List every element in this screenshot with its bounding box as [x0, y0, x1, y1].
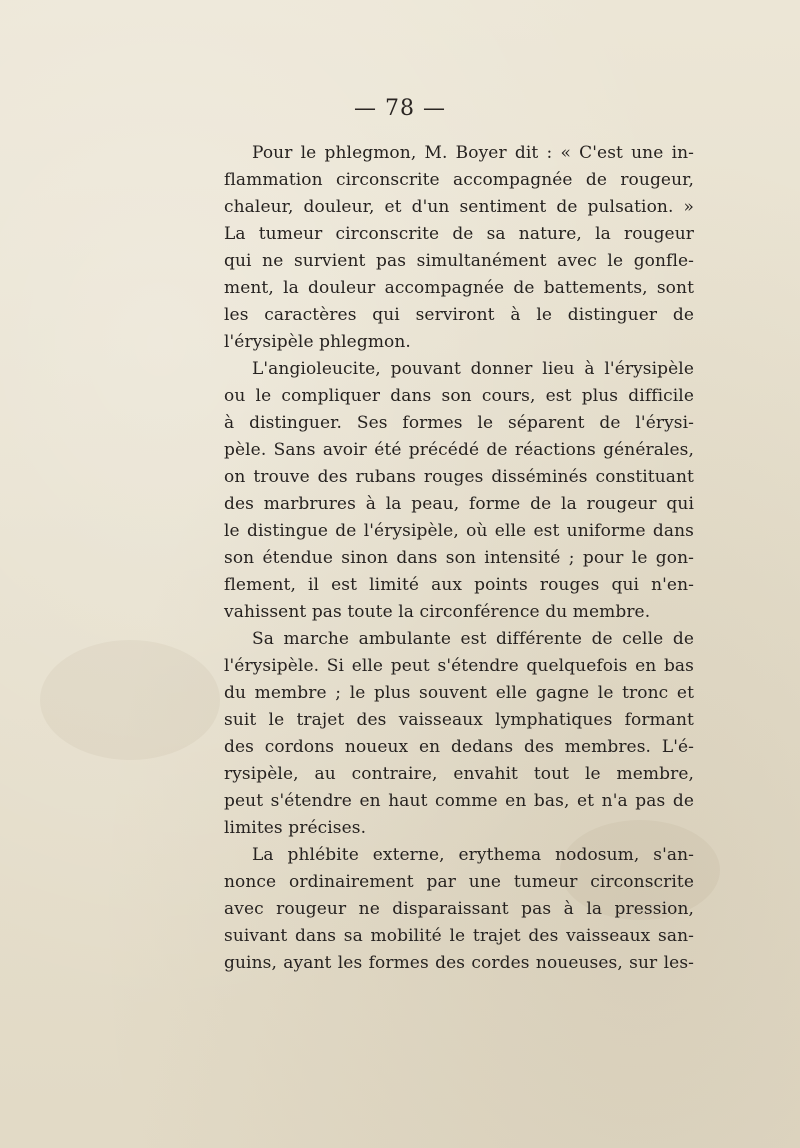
text-line: son étendue sinon dans son intensité ; pour le gon-	[224, 548, 694, 568]
text-line: des marbrures à la peau, forme de la rougeur qui	[224, 494, 694, 514]
paper-stain	[40, 640, 220, 760]
text-line: vahissent pas toute la circonférence du membre.	[224, 602, 651, 622]
text-line: suivant dans sa mobilité le trajet des vaisseaux san-	[224, 926, 694, 946]
text-line: du membre ; le plus souvent elle gagne le tronc et	[224, 683, 694, 703]
text-line: on trouve des rubans rouges disséminés constituant	[224, 467, 694, 487]
text-line: des cordons noueux en dedans des membres. L'é-	[224, 737, 694, 757]
text-line: L'angioleucite, pouvant donner lieu à l'érysipèle	[252, 359, 694, 379]
text-line: ou le compliquer dans son cours, est plus difficile	[224, 386, 694, 406]
text-line: Pour le phlegmon, M. Boyer dit : « C'est une in-	[252, 143, 694, 163]
text-line: rysipèle, au contraire, envahit tout le membre,	[224, 764, 694, 784]
text-line: peut s'étendre en haut comme en bas, et n'a pas de	[224, 791, 694, 811]
text-line: guins, ayant les formes des cordes noueuses, sur les-	[224, 953, 694, 973]
text-line: flammation circonscrite accompagnée de rougeur,	[224, 170, 694, 190]
text-line: l'érysipèle phlegmon.	[224, 332, 411, 352]
text-line: à distinguer. Ses formes le séparent de l'érysi-	[224, 413, 694, 433]
text-line: flement, il est limité aux points rouges qui n'en-	[224, 575, 694, 595]
text-line: La tumeur circonscrite de sa nature, la rougeur	[224, 224, 694, 244]
text-line: l'érysipèle. Si elle peut s'étendre quelquefois en bas	[224, 656, 694, 676]
text-line: les caractères qui serviront à le distinguer de	[224, 305, 694, 325]
text-line: La phlébite externe, erythema nodosum, s'an-	[252, 845, 694, 865]
text-line: le distingue de l'érysipèle, où elle est uniforme dans	[224, 521, 694, 541]
text-line: nonce ordinairement par une tumeur circonscrite	[224, 872, 694, 892]
body-text	[224, 140, 694, 977]
text-line: pèle. Sans avoir été précédé de réactions générales,	[224, 440, 694, 460]
page-number: — 78 —	[354, 96, 446, 121]
text-line: limites précises.	[224, 818, 367, 838]
text-line: Sa marche ambulante est différente de celle de	[252, 629, 694, 649]
text-line: chaleur, douleur, et d'un sentiment de pulsation. »	[224, 197, 694, 217]
text-line: ment, la douleur accompagnée de battements, sont	[224, 278, 694, 298]
text-line: avec rougeur ne disparaissant pas à la pression,	[224, 899, 694, 919]
text-line: qui ne survient pas simultanément avec le gonfle-	[224, 251, 694, 271]
text-line: suit le trajet des vaisseaux lymphatiques formant	[224, 710, 694, 730]
